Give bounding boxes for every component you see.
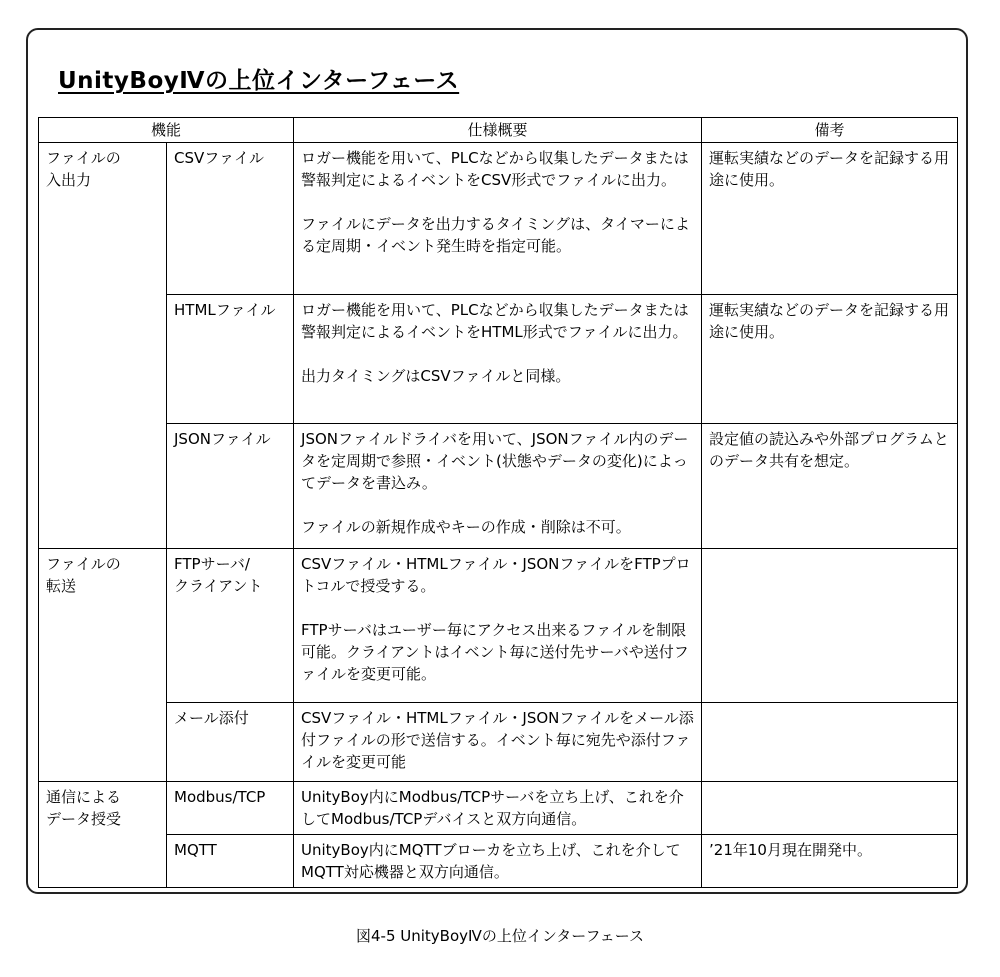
summary-paragraph: UnityBoy内にModbus/TCPサーバを立ち上げ、これを介してModbus/TCPデバイスと双方向通信。 — [301, 788, 684, 828]
item-cell: Modbus/TCP — [167, 782, 294, 835]
header-notes: 備考 — [702, 118, 958, 143]
category-cell: ファイルの 転送 — [39, 549, 167, 782]
table-row — [39, 835, 958, 888]
figure-caption: 図4-5 UnityBoyⅣの上位インターフェース — [355, 927, 645, 945]
summary-paragraph: FTPサーバはユーザー毎にアクセス出来るファイルを制限可能。クライアントはイベント毎に送付先サーバや送付ファイルを変更可能。 — [301, 621, 689, 683]
table-row — [39, 295, 958, 424]
summary-cell — [294, 703, 702, 782]
notes-cell: 運転実績などのデータを記録する用途に使用。 — [702, 295, 958, 424]
summary-cell — [294, 424, 702, 549]
summary-paragraph: ファイルにデータを出力するタイミングは、タイマーによる定周期・イベント発生時を指定可能。 — [301, 215, 690, 255]
summary-paragraph: ファイルの新規作成やキーの作成・削除は不可。 — [301, 518, 631, 536]
table-row — [39, 782, 958, 835]
header-summary: 仕様概要 — [294, 118, 702, 143]
item-cell: HTMLファイル — [167, 295, 294, 424]
table-row — [39, 549, 958, 703]
item-cell: CSVファイル — [167, 143, 294, 295]
table-row — [39, 424, 958, 549]
summary-cell — [294, 549, 702, 703]
notes-cell — [702, 782, 958, 835]
summary-paragraph: ロガー機能を用いて、PLCなどから収集したデータまたは警報判定によるイベントをCSV形式でファイルに出力。 — [301, 149, 689, 189]
table-row — [39, 143, 958, 295]
summary-cell — [294, 782, 702, 835]
summary-paragraph: JSONファイルドライバを用いて、JSONファイル内のデータを定周期で参照・イベント(状態やデータの変化)によってデータを書込み。 — [301, 430, 689, 492]
summary-paragraph: CSVファイル・HTMLファイル・JSONファイルをFTPプロトコルで授受する。 — [301, 555, 691, 595]
summary-cell — [294, 143, 702, 295]
item-cell: JSONファイル — [167, 424, 294, 549]
category-cell: 通信による データ授受 — [39, 782, 167, 888]
table-header-row — [39, 118, 958, 143]
interface-spec-table — [38, 117, 958, 888]
notes-cell — [702, 703, 958, 782]
summary-paragraph: CSVファイル・HTMLファイル・JSONファイルをメール添付ファイルの形で送信する。イベント毎に宛先や添付ファイルを変更可能 — [301, 709, 694, 771]
notes-cell: 設定値の読込みや外部プログラムとのデータ共有を想定。 — [702, 424, 958, 549]
summary-cell — [294, 835, 702, 888]
summary-paragraph: 出力タイミングはCSVファイルと同様。 — [301, 367, 571, 385]
notes-cell: ’21年10月現在開発中。 — [702, 835, 958, 888]
notes-cell: 運転実績などのデータを記録する用途に使用。 — [702, 143, 958, 295]
notes-cell — [702, 549, 958, 703]
summary-cell — [294, 295, 702, 424]
summary-paragraph: ロガー機能を用いて、PLCなどから収集したデータまたは警報判定によるイベントをHTML形式でファイルに出力。 — [301, 301, 689, 341]
figure-title: UnityBoyⅣの上位インターフェース — [58, 68, 460, 94]
item-cell: MQTT — [167, 835, 294, 888]
summary-paragraph: UnityBoy内にMQTTブローカを立ち上げ、これを介してMQTT対応機器と双方向通信。 — [301, 841, 681, 881]
table-row — [39, 703, 958, 782]
header-function: 機能 — [39, 118, 294, 143]
item-cell: メール添付 — [167, 703, 294, 782]
item-cell: FTPサーバ/ クライアント — [167, 549, 294, 703]
category-cell: ファイルの 入出力 — [39, 143, 167, 549]
